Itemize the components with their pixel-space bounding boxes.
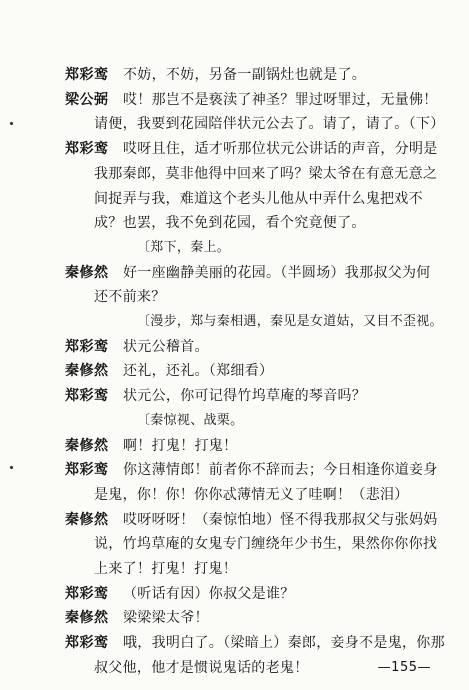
script-line	[0, 186, 469, 212]
dialogue-text: （听话有因）你叔父是谁？	[123, 585, 295, 602]
script-line	[0, 531, 469, 557]
dialogue-text: 你这薄情郎！前者你不辞而去；今日相逢你道妾身	[123, 462, 438, 479]
script-line	[0, 556, 469, 582]
stage-direction: 〔郑下，秦上。	[137, 239, 231, 255]
script-line	[0, 111, 469, 137]
speaker-name: 郑彩鸾	[65, 585, 109, 602]
dialogue-text: 说，竹坞草庵的女鬼专门缠绕年少书生，果然你你你找	[94, 536, 438, 553]
script-line	[0, 136, 469, 162]
script-line	[0, 235, 469, 261]
stage-direction: 〔秦惊视、战栗。	[137, 412, 244, 428]
dialogue-text: 状元公稽首。	[123, 338, 209, 355]
script-line	[0, 210, 469, 236]
dialogue-text: 啊！打鬼！打鬼！	[123, 437, 238, 454]
speaker-name: 郑彩鸾	[65, 67, 109, 83]
stage-direction: 〔漫步，郑与秦相遇，秦见是女道姑，又目不歪视。	[137, 314, 443, 329]
script-line	[0, 507, 469, 533]
script-line	[0, 630, 469, 656]
speaker-name: 郑彩鸾	[65, 141, 109, 158]
script-line	[0, 482, 469, 508]
dialogue-text: 还礼，还礼。（郑细看）	[123, 363, 274, 380]
scan-speck	[10, 122, 13, 125]
script-line	[0, 358, 469, 384]
page-number: —155—	[377, 660, 431, 675]
dialogue-text: 哦，我明白了。（梁暗上）秦郎，妾身不是鬼，你那	[123, 635, 445, 652]
scan-speck	[10, 466, 13, 469]
script-line	[0, 284, 469, 310]
dialogue-text: 状元公，你可记得竹坞草庵的琴音吗？	[123, 388, 367, 405]
speaker-name: 郑彩鸾	[65, 388, 109, 405]
speaker-name: 秦修然	[65, 437, 109, 454]
dialogue-text: 哎呀呀呀！（秦惊怕地）怪不得我那叔父与张妈妈	[123, 511, 438, 528]
speaker-name: 秦修然	[65, 363, 109, 380]
script-line	[0, 87, 469, 113]
dialogue-text: 还不前来？	[94, 289, 166, 306]
script-line	[0, 605, 469, 631]
script-line	[0, 62, 469, 88]
dialogue-text: 哎！那岂不是亵渎了神圣？罪过呀罪过，无量佛！	[123, 91, 438, 108]
script-line	[0, 260, 469, 286]
script-line	[0, 309, 469, 335]
speaker-name: 梁公弼	[65, 91, 109, 108]
dialogue-text: 梁梁梁太爷！	[123, 610, 209, 627]
speaker-name: 秦修然	[65, 264, 109, 281]
dialogue-text: 是鬼，你！你！你你忒薄情无义了哇啊！（悲泪）	[94, 486, 409, 503]
script-line	[0, 161, 469, 187]
script-line	[0, 581, 469, 607]
dialogue-text: 不妨，不妨，另备一副锅灶也就是了。	[123, 67, 367, 83]
speaker-name: 郑彩鸾	[65, 635, 109, 652]
dialogue-text: 叔父他，他才是惯说鬼话的老鬼！	[94, 659, 309, 676]
script-line	[0, 334, 469, 360]
dialogue-text: 成？也罢，我不免到花园，看个究竟便了。	[94, 215, 366, 232]
dialogue-text: 我那秦郎，莫非他得中回来了吗？梁太爷在有意无意之	[94, 165, 438, 182]
script-line	[0, 433, 469, 459]
speaker-name: 秦修然	[65, 610, 109, 627]
speaker-name: 秦修然	[65, 511, 109, 528]
speaker-name: 郑彩鸾	[65, 338, 109, 355]
script-line	[0, 457, 469, 483]
dialogue-text: 哎呀且住，适才听那位状元公讲话的声音，分明是	[123, 141, 438, 158]
script-line	[0, 383, 469, 409]
dialogue-text: 间捉弄与我，难道这个老头儿他从中弄什么鬼把戏不	[94, 190, 423, 207]
speaker-name: 郑彩鸾	[65, 462, 109, 479]
dialogue-text: 上来了！打鬼！打鬼！	[94, 561, 237, 577]
dialogue-text: 请便，我要到花园陪伴状元公去了。请了，请了。（下）	[94, 116, 445, 133]
script-line	[0, 408, 469, 434]
dialogue-text: 好一座幽静美丽的花园。（半圆场）我那叔父为何	[123, 264, 431, 281]
